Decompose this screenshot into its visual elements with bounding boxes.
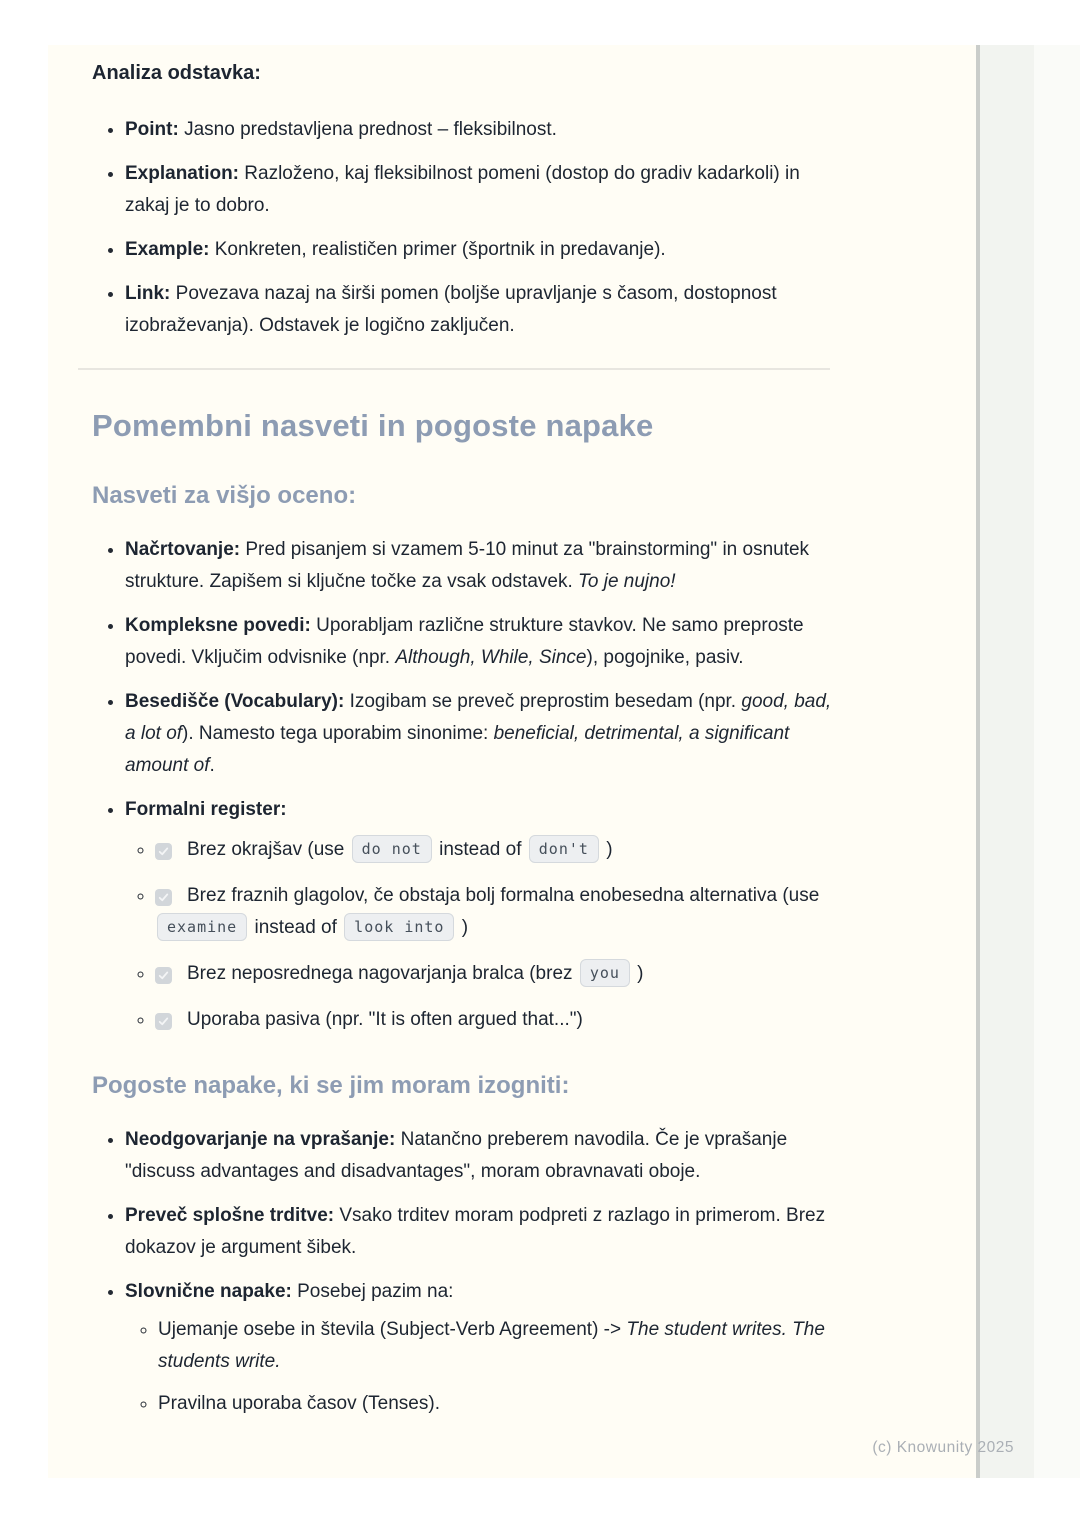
check-text: Brez fraznih glagolov, če obstaja bolj formalna enobesedna alternativa (use [187,885,820,906]
advice-list [92,534,832,1036]
checkbox-checked-icon[interactable] [155,967,172,984]
list-item [125,534,832,598]
item-italic: beneficial, detrimental, a significant amount of [125,723,790,776]
check-text: Brez neposrednega nagovarjanja bralca (brez [187,963,578,984]
item-text: Jasno predstavljena prednost – fleksibilnost. [178,119,557,140]
side-panel-edge [1034,45,1080,1478]
list-item [125,610,832,674]
item-lead: Načrtovanje: [125,539,241,560]
list-item [125,686,832,782]
item-text: Izogibam se preveč preprostim besedam (npr. [344,691,742,712]
checkbox-checked-icon[interactable] [155,1013,172,1030]
item-text: Razloženo, kaj fleksibilnost pomeni (dostop do gradiv kadarkoli) in zakaj je to dobro. [125,163,800,216]
item-text: . [209,755,215,776]
advice-heading: Nasveti za višjo oceno: [92,482,357,509]
check-text: Brez okrajšav (use [187,839,350,860]
checklist-item [155,880,832,944]
item-text: Konkreten, realističen primer (športnik in predavanje). [209,239,666,260]
mistakes-heading: Pogoste napake, ki se jim moram izogniti: [92,1072,570,1099]
list-item [125,794,832,1036]
item-text: Povezava nazaj na širši pomen (boljše upravljanje s časom, dostopnost izobraževanja). Odstavek je logično zaključen. [125,283,777,336]
checklist-item [155,1004,832,1036]
analysis-heading: Analiza odstavka: [92,62,261,84]
check-text: ) [600,839,613,860]
item-text: Pred pisanjem si vzamem 5-10 minut za "brainstorming" in osnutek strukture. Zapišem si ključne točke za vsak odstavek. [125,539,810,592]
item-lead: Example: [125,239,210,260]
code-chip: do not [352,835,432,863]
list-item [125,1124,832,1188]
item-lead: Formalni register: [125,799,287,820]
code-chip: you [580,959,630,987]
list-item [125,1276,832,1420]
tips-main-heading: Pomembni nasveti in pogoste napake [92,408,654,443]
item-italic: good, bad, a lot of [125,691,832,744]
list-item [125,1200,832,1264]
item-lead: Link: [125,283,171,304]
side-panel [980,45,1034,1478]
code-chip: don't [529,835,599,863]
item-italic: Although, While, Since [395,647,587,668]
check-text: instead of [249,917,343,938]
item-text: Ujemanje osebe in števila (Subject-Verb Agreement) -> [158,1319,627,1340]
item-text: Vsako trditev moram podpreti z razlago in primerom. Brez dokazov je argument šibek. [125,1205,826,1258]
item-text: ), pogojnike, pasiv. [586,647,744,668]
item-lead: Besedišče (Vocabulary): [125,691,345,712]
mistakes-list [92,1124,832,1420]
checkbox-checked-icon[interactable] [155,843,172,860]
check-text: ) [456,917,469,938]
check-text: Uporaba pasiva (npr. "It is often argued that...") [187,1009,583,1030]
item-lead: Kompleksne povedi: [125,615,311,636]
section-divider [78,368,830,370]
item-lead: Neodgovarjanje na vprašanje: [125,1129,396,1150]
item-lead: Explanation: [125,163,240,184]
list-item [125,158,832,222]
checklist-item [155,834,832,866]
check-text: instead of [433,839,527,860]
grammar-sub-list [125,1314,832,1420]
item-italic: To je nujno! [578,571,676,592]
item-lead: Slovnične napake: [125,1281,292,1302]
item-text: Pravilna uporaba časov (Tenses). [158,1393,440,1414]
item-lead: Preveč splošne trditve: [125,1205,335,1226]
sub-list-item [158,1388,832,1420]
formal-register-checklist [125,834,832,1036]
item-text: ). Namesto tega uporabim sinonime: [182,723,494,744]
watermark: (c) Knowunity 2025 [872,1439,1014,1456]
code-chip: look into [344,913,454,941]
item-text: Natančno preberem navodila. Če je vprašanje "discuss advantages and disadvantages", moram obravnavati oboje. [125,1129,788,1182]
code-chip: examine [157,913,247,941]
checklist-item [155,958,832,990]
item-lead: Point: [125,119,179,140]
document-page [48,45,978,1478]
list-item [125,278,832,342]
item-text: Uporabljam različne strukture stavkov. Ne samo preproste povedi. Vključim odvisnike (npr. [125,615,804,668]
item-text: Posebej pazim na: [291,1281,454,1302]
sub-list-item [158,1314,832,1378]
analysis-list [92,114,832,342]
checkbox-checked-icon[interactable] [155,889,172,906]
list-item [125,114,832,146]
item-italic: The student writes. The students write. [158,1319,825,1372]
check-text: ) [631,963,644,984]
list-item [125,234,832,266]
